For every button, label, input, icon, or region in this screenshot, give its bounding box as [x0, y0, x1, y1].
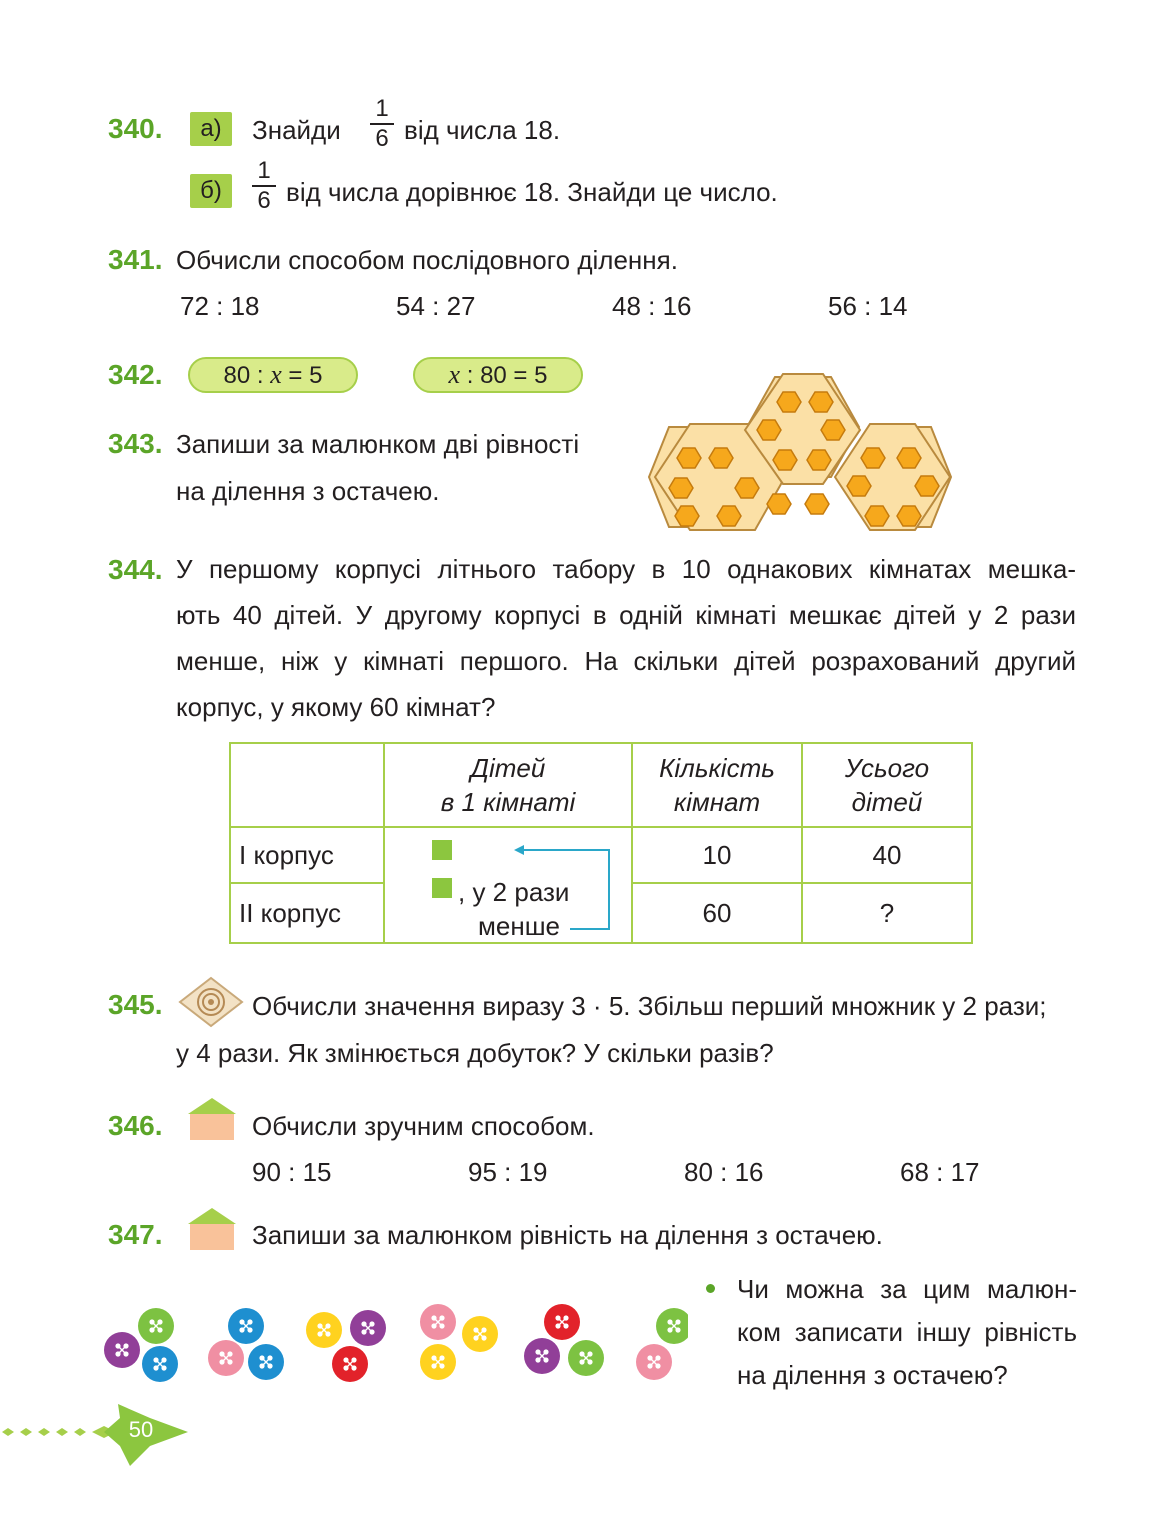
cell-total: 40: [802, 827, 972, 883]
text-line: ють 40 дітей. У другому корпусі в одній кімнаті мешкає дітей у 2 рази: [176, 600, 1076, 630]
exercise-343-line2: на ділення з остачею.: [176, 476, 440, 506]
fraction-numerator: 1: [375, 95, 389, 122]
expression: 48 : 16: [612, 291, 692, 321]
expression: 95 : 19: [468, 1157, 548, 1187]
exercise-345-line1: Обчисли значення виразу 3 · 5. Збільш перший множник у 2 рази;: [252, 991, 1047, 1021]
expression: 90 : 15: [252, 1157, 332, 1187]
exercise-340a-text-end: від числа 18.: [404, 115, 561, 145]
fraction-numerator: 1: [257, 157, 271, 184]
header-line: в 1 кімнаті: [440, 787, 576, 817]
fraction-denominator: 6: [257, 187, 271, 214]
exercise-345-line2: у 4 рази. Як змінюється добуток? У скільки разів?: [176, 1038, 774, 1068]
header-line: Дітей: [470, 753, 546, 783]
expression: 56 : 14: [828, 291, 908, 321]
header-line: Усього: [844, 753, 930, 783]
unknown-value-square: [432, 878, 452, 898]
exercise-number-342: 342.: [108, 359, 163, 390]
exercise-number-343: 343.: [108, 428, 163, 459]
table-header-children-per-room: [384, 743, 632, 827]
exercise-340b-text: від числа дорівнює 18. Знайди це число.: [286, 177, 778, 207]
equation-pill-2: [413, 357, 583, 393]
puzzle-diamond-icon: [178, 976, 244, 1028]
exercise-340a-text: Знайди: [252, 115, 341, 145]
text-line: корпус, у якому 60 кімнат?: [176, 692, 496, 722]
table-header-total: [802, 743, 972, 827]
exercise-344-text: [176, 546, 1076, 730]
question-line: Чи можна за цим малюн-: [737, 1274, 1077, 1304]
exercise-number-346: 346.: [108, 1110, 163, 1141]
exercise-number-345: 345.: [108, 989, 163, 1020]
exercise-341-text: Обчисли способом послідовного ділення.: [176, 245, 678, 275]
equation-part: : 80 = 5: [460, 362, 548, 389]
buttons-illustration: [98, 1300, 688, 1392]
unknown-value-square: [432, 840, 452, 860]
equation-part: 80 :: [223, 362, 271, 389]
cell-rooms: 60: [632, 883, 802, 943]
text-line: У першому корпусі літнього табору в 10 однакових кімнатах мешка-: [176, 554, 1076, 584]
header-line: кімнат: [673, 787, 761, 817]
honeycomb-illustration: [645, 372, 955, 537]
subtask-label-b: б): [190, 174, 232, 208]
equation-part: = 5: [281, 362, 323, 389]
page-number: 50: [128, 1417, 154, 1442]
home-icon: [184, 1206, 240, 1252]
exercise-number-347: 347.: [108, 1219, 163, 1250]
expression: 72 : 18: [180, 291, 260, 321]
bullet-dot: [706, 1284, 715, 1293]
exercise-343-line1: Запиши за малюнком дві рівності: [176, 429, 580, 459]
fraction-denominator: 6: [375, 125, 389, 152]
header-line: Кількість: [659, 753, 775, 783]
equation-pill-1: [188, 357, 358, 393]
equation-variable: x: [270, 360, 282, 389]
expression: 54 : 27: [396, 291, 476, 321]
table-header-rooms: [632, 743, 802, 827]
exercise-number-341: 341.: [108, 244, 163, 275]
exercise-347-text: Запиши за малюнком рівність на ділення з остачею.: [252, 1220, 883, 1250]
text-line: менше, ніж у кімнаті першого. На скільки дітей розрахований другий: [176, 646, 1076, 676]
table-note-line1: , у 2 рази: [458, 877, 570, 907]
comparison-arrow: [510, 840, 614, 935]
exercise-number-340: 340.: [108, 113, 163, 144]
exercise-number-344: 344.: [108, 554, 163, 585]
cell-rooms: 10: [632, 827, 802, 883]
home-icon: [184, 1096, 240, 1142]
row-label: ІІ корпус: [230, 883, 384, 943]
header-line: дітей: [851, 787, 923, 817]
fraction-one-sixth: [368, 96, 396, 152]
exercise-346-text: Обчисли зручним способом.: [252, 1111, 595, 1141]
subtask-label-a: а): [190, 112, 232, 146]
table-corner-cell: [230, 743, 384, 827]
table-note-line2: менше: [478, 911, 561, 941]
fraction-one-sixth-b: [250, 158, 278, 214]
expression: 68 : 17: [900, 1157, 980, 1187]
page-number-ornament: [0, 1396, 200, 1468]
equation-variable: x: [448, 360, 461, 389]
question-line: ком записати іншу рівність: [737, 1317, 1077, 1347]
row-label: І корпус: [230, 827, 384, 883]
expression: 80 : 16: [684, 1157, 764, 1187]
cell-total: ?: [802, 883, 972, 943]
question-line: на ділення з остачею?: [737, 1360, 1008, 1390]
